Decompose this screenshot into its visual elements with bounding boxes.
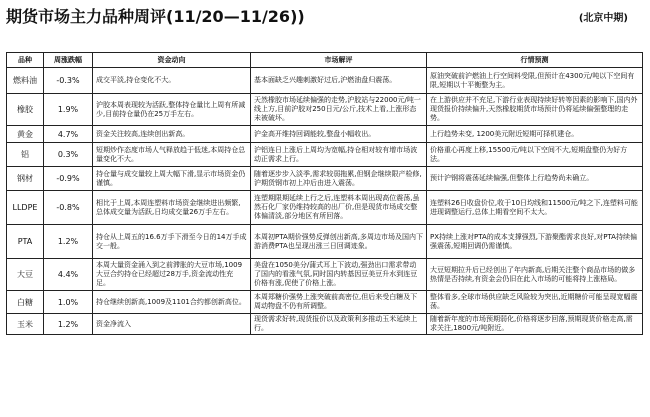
table-row <box>7 259 643 291</box>
forecast-cell: 上行趋势未变, 1200美元附近短期可择机建仓。 <box>427 126 643 143</box>
change-cell: 1.2% <box>44 314 93 335</box>
variety-cell: 黄金 <box>7 126 44 143</box>
forecast-cell: 预计沪钢将震荡延续偏强,但整体上行趋势尚未确立。 <box>427 167 643 191</box>
header-fund: 资金动向 <box>93 53 251 68</box>
comment-cell: 沪铝连日上涨后上周均为宽幅,持仓相对较有增市场波动正需求上行。 <box>251 143 427 167</box>
forecast-cell: 整体看多,全球市场供应缺乏风险较为突出,近期糖价可能呈现宽幅震荡。 <box>427 291 643 314</box>
header-change: 周涨跌幅 <box>44 53 93 68</box>
fund-cell: 持仓继续创新高,1009及1101合约都创新高位。 <box>93 291 251 314</box>
change-cell: 4.7% <box>44 126 93 143</box>
comment-cell: 沪金高开维持回调能较,整盘小幅收出。 <box>251 126 427 143</box>
header-forecast: 行情预测 <box>427 53 643 68</box>
table-row <box>7 94 643 126</box>
change-cell: -0.8% <box>44 191 93 225</box>
change-cell: 1.0% <box>44 291 93 314</box>
change-cell: -0.3% <box>44 68 93 94</box>
forecast-cell: 价格重心再度上移,15500元/吨以下空间不大,短期盘整仍为好方法。 <box>427 143 643 167</box>
table-row <box>7 291 643 314</box>
comment-cell: 连塑期限期延续上行之后,连塑料本周出现高位震荡,虽然石化厂家仍维持较高的出厂价,但是现货市场成交整体偏清淡,部分地区有所回落。 <box>251 191 427 225</box>
futures-table <box>6 52 643 335</box>
forecast-cell: 随着新年度的市场预期弱化,价格将逐步回落,预期现货价格走高,需求关注,1800元/吨附近。 <box>427 314 643 335</box>
table-row <box>7 143 643 167</box>
table-row <box>7 167 643 191</box>
source-label: (北京中期) <box>578 13 628 24</box>
table-header-row <box>7 53 643 68</box>
comment-cell: 本周初PTA期价强势反弹创出新高,多周边市场及国内下游消费PTA也呈现出涨三日回调迹象。 <box>251 225 427 259</box>
fund-cell: 短期炒作态度市场人气释放趋于低迷,本周持仓总量变化不大。 <box>93 143 251 167</box>
change-cell: 1.9% <box>44 94 93 126</box>
table-row <box>7 314 643 335</box>
header-variety: 品种 <box>7 53 44 68</box>
table-row <box>7 191 643 225</box>
table-row <box>7 68 643 94</box>
forecast-cell: PX持续上涨对PTA的成本支撑强烈,下游聚酯需求良好,对PTA持续偏强震荡,短期回调仍需谨慎。 <box>427 225 643 259</box>
fund-cell: 本周大量资金涌入到之前滞胀的大豆市场,1009大豆合约持仓已经超过28万手,资金流动性充足。 <box>93 259 251 291</box>
page-title: 期货市场主力品种周评(11/20—11/26)) <box>6 7 305 26</box>
fund-cell: 相比于上周,本周连塑料市场资金继续进出频繁,总体成交量为活跃,日均成交量26万手左右。 <box>93 191 251 225</box>
forecast-cell: 大豆短期拉升后已经创出了年内新高,后期关注整个商品市场的做多热情是否持续,有资金会仍旧在此入市场的可能将持上涨格局。 <box>427 259 643 291</box>
forecast-cell: 原油突破前沪燃油上行空间料受限,但预计在4300元/吨以下空间有限,短期以十平衡整为主。 <box>427 68 643 94</box>
variety-cell: 白糖 <box>7 291 44 314</box>
comment-cell: 本周郑糖价强势上涨突破前高密位,但后来受白糖及下周动物盘不仍有所调整。 <box>251 291 427 314</box>
variety-cell: 橡胶 <box>7 94 44 126</box>
variety-cell: 玉米 <box>7 314 44 335</box>
variety-cell: 铝 <box>7 143 44 167</box>
variety-cell: 钢材 <box>7 167 44 191</box>
variety-cell: 燃料油 <box>7 68 44 94</box>
change-cell: 1.2% <box>44 225 93 259</box>
comment-cell: 天然橡胶市场延续偏强的走势,沪胶站与22000元/吨一线上方,目前沪胶对250日元/公斤,技术上看,上涨形态未被破坏。 <box>251 94 427 126</box>
fund-cell: 持仓从上周五的16.6万手下滑至今日的14万手成交一般。 <box>93 225 251 259</box>
forecast-cell: 连塑料26日收盘价位,收于10日均线和11500元/吨之下,连塑料可能进现调整运行,总体上期看空间不太大。 <box>427 191 643 225</box>
variety-cell: 大豆 <box>7 259 44 291</box>
table-row <box>7 225 643 259</box>
fund-cell: 成交平淡,持仓变化不大。 <box>93 68 251 94</box>
table-row <box>7 126 643 143</box>
comment-cell: 美盘在1050美分/蒲式耳上下波动,强劲出口需求带动了国内的看涨气氛,同时国内转基因豆美豆升水到连豆价格有涨,促使了价格上涨。 <box>251 259 427 291</box>
comment-cell: 基本面缺乏兴趣刺激好过后,沪燃油盘归震荡。 <box>251 68 427 94</box>
comment-cell: 现货需求好转,现货报价以及政策利多推动玉米延续上行。 <box>251 314 427 335</box>
variety-cell: PTA <box>7 225 44 259</box>
fund-cell: 沪胶本周表现较为活跃,整体持仓量比上周有所减少,目前持仓量仍在25万手左右。 <box>93 94 251 126</box>
forecast-cell: 在上游供应并不充足,下游行业表现持续好转等因素的影响下,国内外现货报价持续偏升,天然橡胶期货市场预计仍将延续偏强整理的走势。 <box>427 94 643 126</box>
change-cell: 0.3% <box>44 143 93 167</box>
change-cell: 4.4% <box>44 259 93 291</box>
header-comment: 市场解评 <box>251 53 427 68</box>
change-cell: -0.9% <box>44 167 93 191</box>
comment-cell: 随着逐步步入淡季,需求较弱拖累,但钢企继续限产检修,沪期货钢市初上冲后由进入震荡。 <box>251 167 427 191</box>
variety-cell: LLDPE <box>7 191 44 225</box>
fund-cell: 资金净流入 <box>93 314 251 335</box>
fund-cell: 持仓量与成交量较上周大幅下滑,显示市场资金仍谨慎。 <box>93 167 251 191</box>
fund-cell: 资金关注较高,连续创出新高。 <box>93 126 251 143</box>
